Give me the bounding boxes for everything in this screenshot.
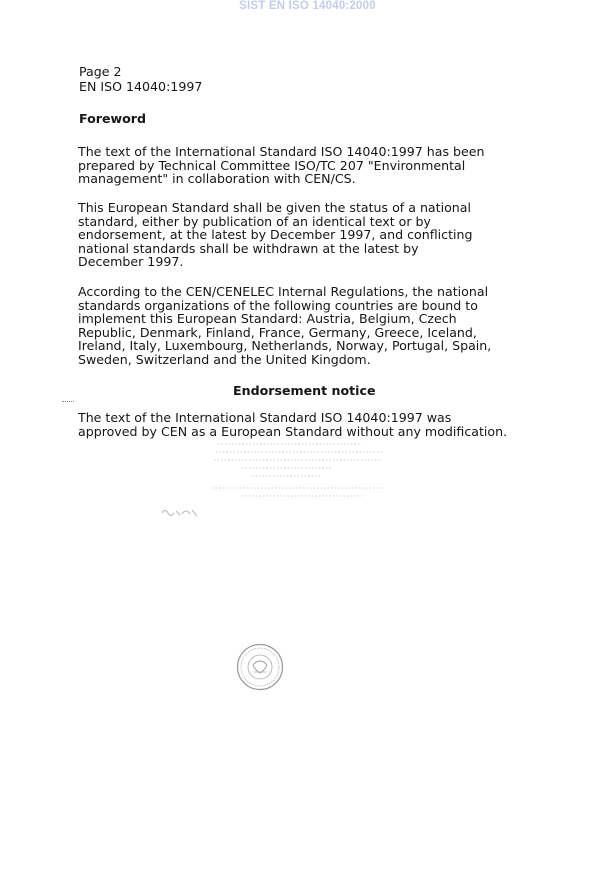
foreword-paragraph-3: According to the CEN/CENELEC Internal Regulations, the national standards organizations of the following countries are bound to implement this European Standard: Austria, Belgium, Czech Republic, Denmark, Finland, France, Germany, Greece, Iceland, Ireland, Italy, Luxembourg, Netherlands, Norway, Portugal, Spain, Sweden, Switzerland and the United Kingdom. [78,284,492,367]
foreword-paragraph-1: The text of the International Standard ISO 14040:1997 has been prepared by Technical Committee ISO/TC 207 "Environmental management" in collaboration with CEN/CS. [78,144,485,187]
margin-mark [62,401,74,402]
foreword-paragraph-2: This European Standard shall be given the status of a national standard, either by publication of an identical text or by endorsement, at the latest by December 1997, and conflicting national standards shall be withdrawn at the latest by December 1997. [78,200,473,270]
endorsement-paragraph: The text of the International Standard ISO 14040:1997 was approved by CEN as a European Standard without any modification. [78,410,508,439]
faded-stamp-impression [212,440,387,500]
foreword-heading: Foreword [79,111,147,126]
handwritten-mark [160,505,200,519]
official-seal [236,643,284,691]
page-number: Page 2 [79,64,122,79]
watermark: SIST EN ISO 14040:2000 [239,0,376,12]
endorsement-heading: Endorsement notice [233,383,376,398]
document-id: EN ISO 14040:1997 [79,79,203,94]
